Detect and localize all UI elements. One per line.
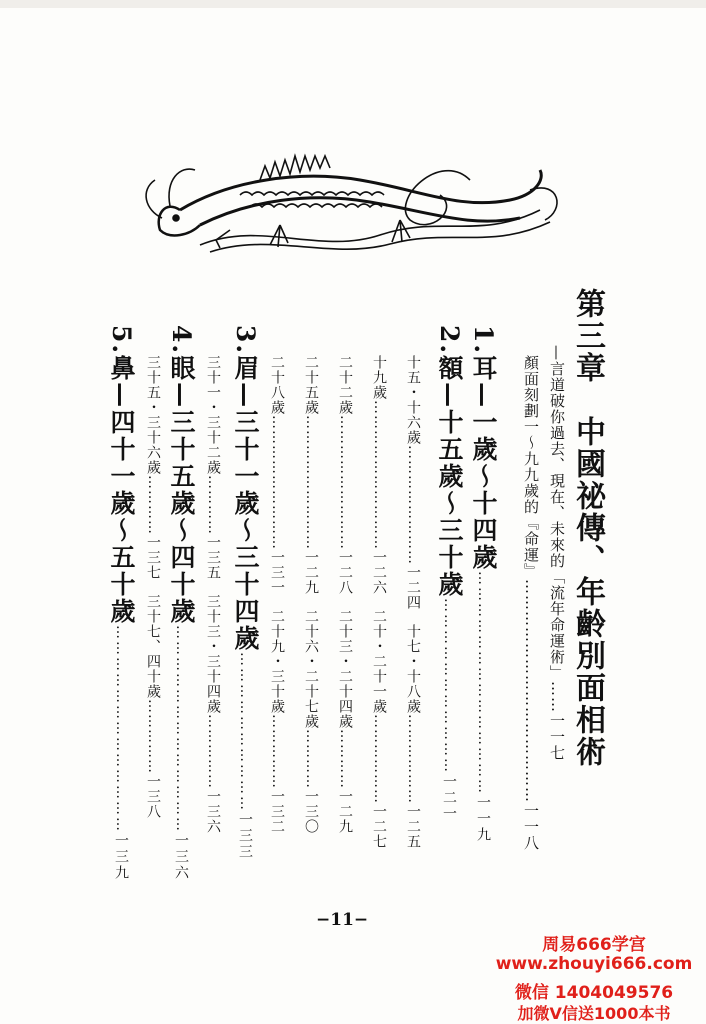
section-title: 4.眼—三十五歲～四十歲 xyxy=(167,325,196,626)
toc-entry xyxy=(146,355,160,819)
leader-dots: ………………………… xyxy=(237,652,253,813)
chapter-subtitle xyxy=(549,345,564,761)
entry-label: 三十五・三十六歲 xyxy=(145,355,161,475)
page-ref: 一一九 xyxy=(475,795,491,844)
entry-label: 二十九・三十歲 xyxy=(269,609,285,714)
section-heading xyxy=(233,325,258,860)
page-ref: 一三五 xyxy=(205,535,221,580)
watermark-line: 加微V信送1000本书 xyxy=(517,1004,671,1023)
leader-dots: ………………………………… xyxy=(113,625,129,834)
page-ref: 一三二 xyxy=(269,789,285,834)
page-ref: 一二六 xyxy=(371,550,387,595)
section-title: 1.耳—一歲～十四歲 xyxy=(469,325,498,572)
entry-label: 二十・二十一歲 xyxy=(371,609,387,714)
section-title: 2.額—十五歲～三十歲 xyxy=(435,325,464,599)
chapter-subtitle xyxy=(523,355,538,851)
leader-dots: …………………………………… xyxy=(522,579,540,803)
subtitle-text: 顏面刻劃一～九九歲的『命運』 xyxy=(522,355,540,579)
entry-label: 二十五歲 xyxy=(303,355,319,415)
leader-dots: ………… xyxy=(145,475,161,535)
chapter-title: 第三章 中國祕傳、年齡別面相術 xyxy=(570,288,605,768)
section-heading xyxy=(169,325,194,881)
page-ref: 一二五 xyxy=(405,804,421,849)
toc-entry xyxy=(406,355,420,849)
leader-dots: ………………………………… xyxy=(173,625,189,834)
entry-label: 二十六・二十七歲 xyxy=(303,609,319,729)
leader-dots: …… xyxy=(548,681,566,713)
watermark-line: 周易666学宫 xyxy=(542,935,646,955)
scan-edge xyxy=(0,0,706,8)
section-heading xyxy=(437,325,462,822)
entry-label: 二十八歲 xyxy=(269,355,285,415)
entry-label: 三十三・三十四歲 xyxy=(205,594,221,714)
entry-label: 十七・十八歲 xyxy=(405,624,421,714)
page-ref: 一二九 xyxy=(337,789,353,834)
leader-dots: …………… xyxy=(269,714,285,789)
page-ref: 一三七 xyxy=(145,535,161,580)
toc-entry xyxy=(372,355,386,849)
leader-dots: ………… xyxy=(303,729,319,789)
leader-dots: ………… xyxy=(337,729,353,789)
page-ref: 一三六 xyxy=(205,789,221,834)
page-ref: 一一七 xyxy=(548,713,566,761)
page-ref: 一三六 xyxy=(173,833,189,882)
watermark-url: www.zhouyi666.com xyxy=(495,954,693,974)
entry-label: 二十三・二十四歲 xyxy=(337,609,353,729)
watermark-line: 微信 1404049576 xyxy=(514,983,674,1003)
page-ref: 一三八 xyxy=(145,774,161,819)
page-ref: 一二九 xyxy=(303,550,319,595)
entry-label: 十五・十六歲 xyxy=(405,355,421,445)
page-ref: 一二四 xyxy=(405,565,421,610)
leader-dots: ………………………… xyxy=(371,400,387,550)
leader-dots: ……………………… xyxy=(269,415,285,550)
section-title: 5.鼻—四十一歲～五十歲 xyxy=(107,325,136,626)
page-ref: 一二一 xyxy=(441,774,457,823)
page-ref: 一三〇 xyxy=(303,789,319,834)
entry-label: 三十七、四十歲 xyxy=(145,594,161,699)
page-ref: 一三九 xyxy=(113,833,129,882)
leader-dots: …………………………………… xyxy=(475,571,491,796)
section-heading xyxy=(471,325,496,843)
leader-dots: ……………… xyxy=(405,714,421,804)
entry-label: 三十一・三十二歲 xyxy=(205,355,221,475)
page-ref: 一一八 xyxy=(522,803,540,851)
dragon-illustration xyxy=(140,140,570,260)
page-ref: 一二八 xyxy=(337,550,353,595)
page-ref: 一二七 xyxy=(371,804,387,849)
entry-label: 二十二歲 xyxy=(337,355,353,415)
toc-entry xyxy=(338,355,352,834)
toc-entry xyxy=(270,355,284,834)
page-ref: 一三一 xyxy=(269,550,285,595)
leader-dots: ……………………… xyxy=(303,415,319,550)
entry-label: 十九歲 xyxy=(371,355,387,400)
leader-dots: …………………………… xyxy=(441,598,457,775)
leader-dots: …………… xyxy=(145,699,161,774)
subtitle-text: —言道破你過去、現在、未來的「流年命運術」 xyxy=(548,345,566,681)
leader-dots: …………………… xyxy=(405,445,421,565)
section-heading xyxy=(109,325,134,881)
page-ref: 一三三 xyxy=(237,812,253,861)
leader-dots: …………… xyxy=(205,714,221,789)
leader-dots: ……………… xyxy=(371,714,387,804)
leader-dots: ………… xyxy=(205,475,221,535)
page-number: −11− xyxy=(316,910,369,930)
leader-dots: ……………………… xyxy=(337,415,353,550)
toc-entry xyxy=(304,355,318,834)
section-title: 3.眉—三十一歲～三十四歲 xyxy=(231,325,260,653)
toc-entry xyxy=(206,355,220,834)
